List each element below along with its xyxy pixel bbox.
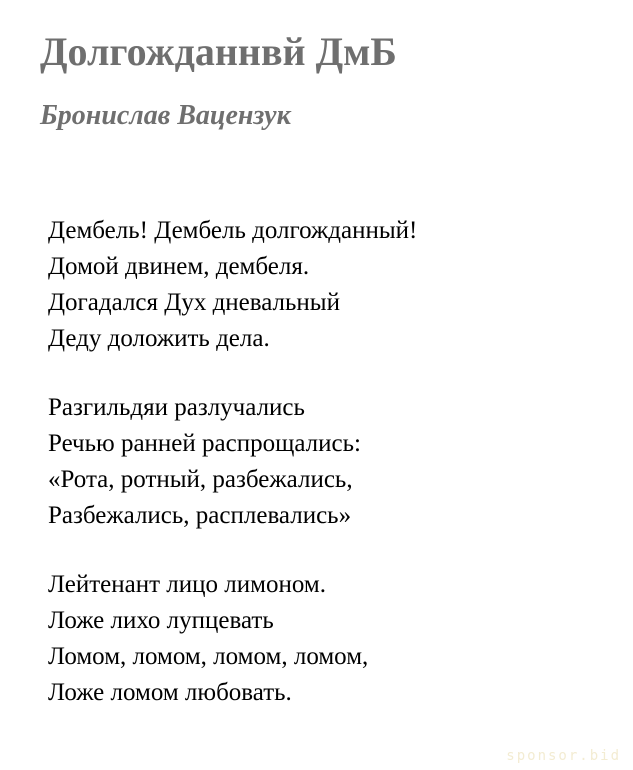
stanza-3 (48, 567, 608, 711)
poem-title: Долгожданнвй ДмБ (40, 29, 397, 74)
poem-line: Домой двинем, дембеля. (48, 253, 310, 280)
poem-line: «Рота, ротный, разбежались, (48, 466, 353, 493)
poem-line: Разбежались, расплевались» (48, 502, 352, 529)
poem-author: Бронислав Вацензук (40, 100, 291, 131)
watermark: sponsor.bid (506, 748, 621, 764)
stanza-1 (48, 213, 608, 357)
poem-line: Ложе ломом любовать. (48, 679, 292, 706)
stanza-2 (48, 390, 608, 534)
poem-line: Ломом, ломом, ломом, ломом, (48, 643, 369, 670)
poem-line: Лейтенант лицо лимоном. (48, 571, 326, 598)
poem-line: Дембель! Дембель долгожданный! (48, 217, 418, 244)
poem-line: Ложе лихо лупцевать (48, 607, 274, 634)
poem-line: Догадался Дух дневальный (48, 289, 340, 316)
poem-body (48, 213, 608, 744)
poem-line: Разгильдяи разлучались (48, 394, 305, 421)
poem-line: Деду доложить дела. (48, 325, 270, 352)
poem-line: Речью ранней распрощались: (48, 430, 361, 457)
